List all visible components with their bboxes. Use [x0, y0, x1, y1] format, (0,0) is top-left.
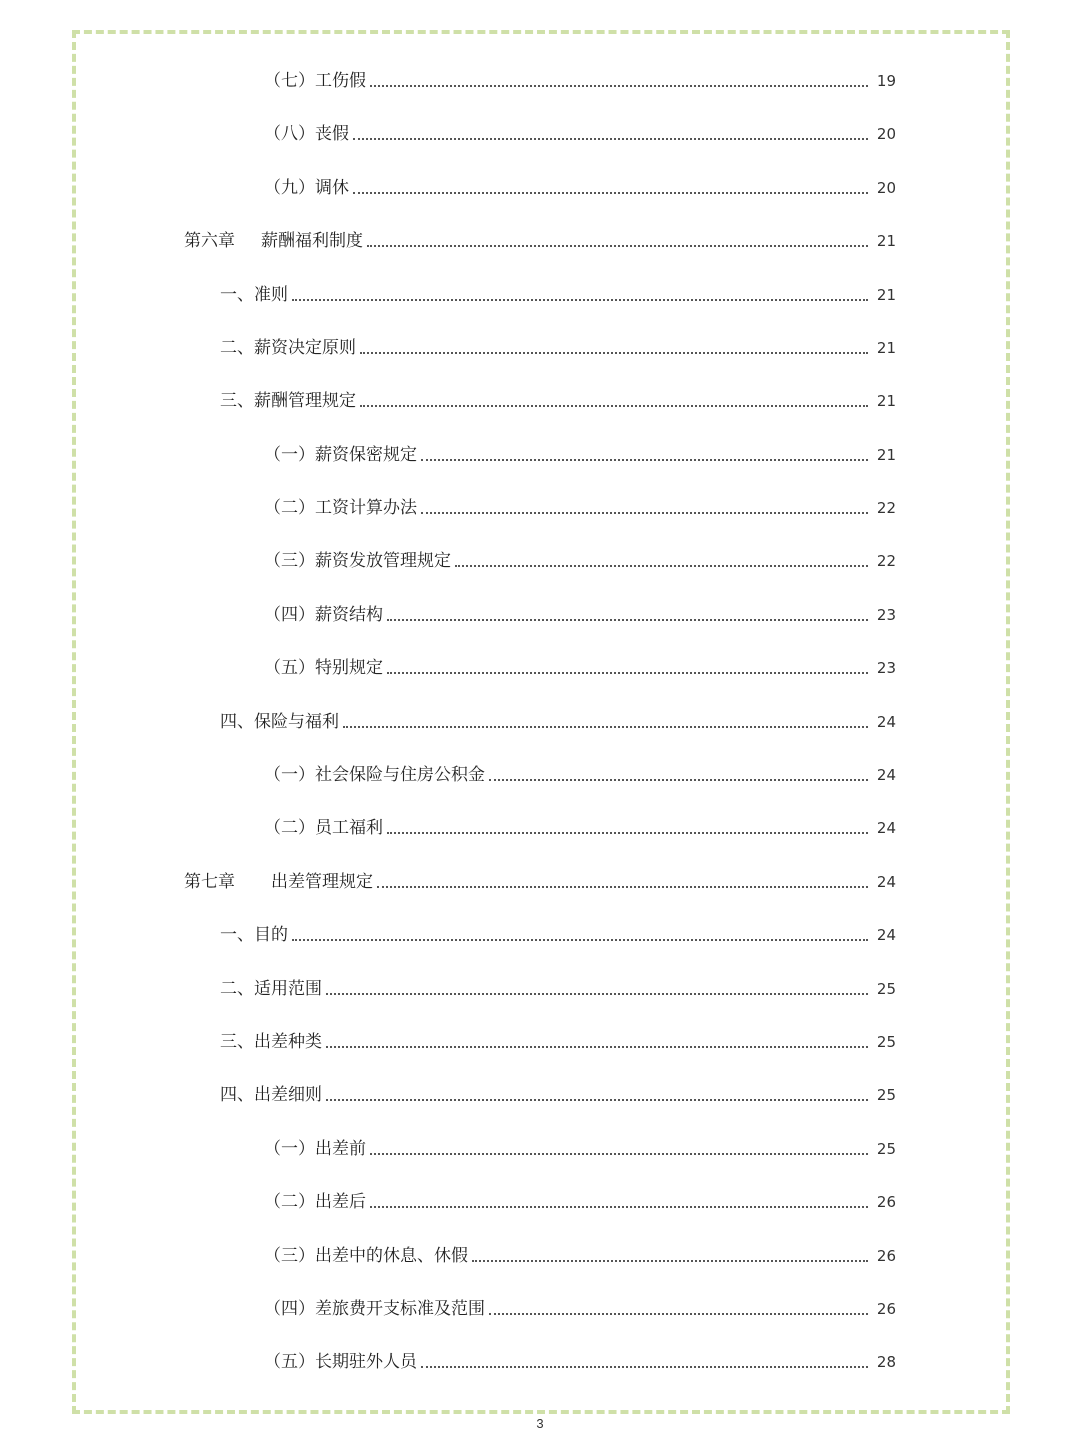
toc-entry-label: （二）员工福利	[264, 818, 383, 838]
dot-leader	[387, 672, 868, 674]
toc-entry[interactable]	[220, 916, 896, 946]
toc-page-number: 23	[876, 659, 896, 677]
toc-page-number: 24	[876, 766, 896, 784]
toc-page-number: 24	[876, 926, 896, 944]
dot-leader	[353, 192, 868, 194]
toc-entry[interactable]	[264, 489, 896, 519]
toc-entry-label: （二）出差后	[264, 1192, 366, 1212]
toc-entry-label: （七）工伤假	[264, 71, 366, 91]
dot-leader	[489, 1313, 868, 1315]
toc-entry-label: 薪酬福利制度	[261, 231, 363, 251]
toc-entry[interactable]	[264, 115, 896, 145]
dot-leader	[489, 779, 868, 781]
dot-leader	[360, 405, 868, 407]
dot-leader	[326, 1099, 868, 1101]
toc-entry-label: 出差管理规定	[271, 872, 373, 892]
dot-leader	[387, 832, 868, 834]
toc-entry-label: （九）调休	[264, 178, 349, 198]
toc-entry-label: 二、薪资决定原则	[220, 338, 356, 358]
toc-page-number: 24	[876, 873, 896, 891]
toc-page-number: 26	[876, 1247, 896, 1265]
toc-entry-label: 四、保险与福利	[220, 712, 339, 732]
dot-leader	[360, 352, 868, 354]
toc-entry[interactable]	[220, 276, 896, 306]
toc-entry-label: 三、出差种类	[220, 1032, 322, 1052]
toc-page-number: 25	[876, 1033, 896, 1051]
dot-leader	[292, 939, 868, 941]
toc-page-number: 21	[876, 446, 896, 464]
toc-page-number: 21	[876, 286, 896, 304]
dot-leader	[353, 138, 868, 140]
toc-page-number: 20	[876, 179, 896, 197]
toc-chapter-entry[interactable]	[184, 222, 896, 252]
dot-leader	[326, 1046, 868, 1048]
toc-chapter-entry[interactable]	[184, 863, 896, 893]
chapter-number: 第六章	[184, 231, 235, 251]
toc-page-number: 21	[876, 339, 896, 357]
toc-entry-label: （四）差旅费开支标准及范围	[264, 1299, 485, 1319]
toc-page-number: 26	[876, 1193, 896, 1211]
toc-page-number: 25	[876, 980, 896, 998]
toc-page-number: 21	[876, 232, 896, 250]
toc-entry-label: （四）薪资结构	[264, 605, 383, 625]
toc-page-number: 25	[876, 1140, 896, 1158]
toc-entry[interactable]	[264, 436, 896, 466]
toc-page-number: 21	[876, 392, 896, 410]
footer-page-number: 3	[536, 1416, 544, 1431]
toc-entry[interactable]	[264, 169, 896, 199]
dot-leader	[343, 726, 868, 728]
toc-entry[interactable]	[264, 756, 896, 786]
toc-page-number: 19	[876, 72, 896, 90]
dot-leader	[326, 993, 868, 995]
dot-leader	[387, 619, 868, 621]
toc-entry-label: 四、出差细则	[220, 1085, 322, 1105]
toc-entry[interactable]	[264, 596, 896, 626]
toc-entry-label: （二）工资计算办法	[264, 498, 417, 518]
dot-leader	[292, 299, 868, 301]
toc-entry-label: 三、薪酬管理规定	[220, 391, 356, 411]
toc-entry[interactable]	[220, 703, 896, 733]
toc-entry-label: （一）出差前	[264, 1139, 366, 1159]
toc-entry[interactable]	[264, 809, 896, 839]
dot-leader	[370, 85, 868, 87]
toc-page-number: 23	[876, 606, 896, 624]
toc-entry-label: （五）特别规定	[264, 658, 383, 678]
toc-entry[interactable]	[264, 62, 896, 92]
toc-entry[interactable]	[220, 1076, 896, 1106]
toc-entry-label: （一）薪资保密规定	[264, 445, 417, 465]
toc-entry-label: 二、适用范围	[220, 979, 322, 999]
toc-page-number: 24	[876, 819, 896, 837]
toc-page-number: 28	[876, 1353, 896, 1371]
dot-leader	[421, 459, 868, 461]
toc-entry[interactable]	[264, 1343, 896, 1373]
dot-leader	[455, 565, 868, 567]
dot-leader	[377, 886, 868, 888]
dot-leader	[472, 1260, 868, 1262]
toc-page-number: 24	[876, 713, 896, 731]
toc-page-number: 22	[876, 499, 896, 517]
dot-leader	[421, 512, 868, 514]
toc-entry[interactable]	[220, 382, 896, 412]
toc-entry[interactable]	[264, 649, 896, 679]
toc-entry[interactable]	[220, 970, 896, 1000]
toc-entry-label: （五）长期驻外人员	[264, 1352, 417, 1372]
dot-leader	[421, 1366, 868, 1368]
toc-entry-label: （一）社会保险与住房公积金	[264, 765, 485, 785]
toc-entry[interactable]	[264, 1290, 896, 1320]
toc-page-number: 26	[876, 1300, 896, 1318]
toc-page-number: 25	[876, 1086, 896, 1104]
toc-entry-label: （八）丧假	[264, 124, 349, 144]
toc-page-number: 20	[876, 125, 896, 143]
dot-leader	[370, 1153, 868, 1155]
toc-entry-label: （三）薪资发放管理规定	[264, 551, 451, 571]
dot-leader	[370, 1206, 868, 1208]
toc-page-number: 22	[876, 552, 896, 570]
toc-entry[interactable]	[264, 1130, 896, 1160]
toc-entry[interactable]	[264, 1183, 896, 1213]
toc-entry-label: 一、目的	[220, 925, 288, 945]
toc-entry-label: 一、准则	[220, 285, 288, 305]
toc-entry-label: （三）出差中的休息、休假	[264, 1246, 468, 1266]
toc-entry[interactable]	[264, 542, 896, 572]
dot-leader	[367, 245, 868, 247]
toc-entry[interactable]	[220, 1023, 896, 1053]
chapter-number: 第七章	[184, 872, 235, 892]
toc-entry[interactable]	[220, 329, 896, 359]
toc-entry[interactable]	[264, 1237, 896, 1267]
